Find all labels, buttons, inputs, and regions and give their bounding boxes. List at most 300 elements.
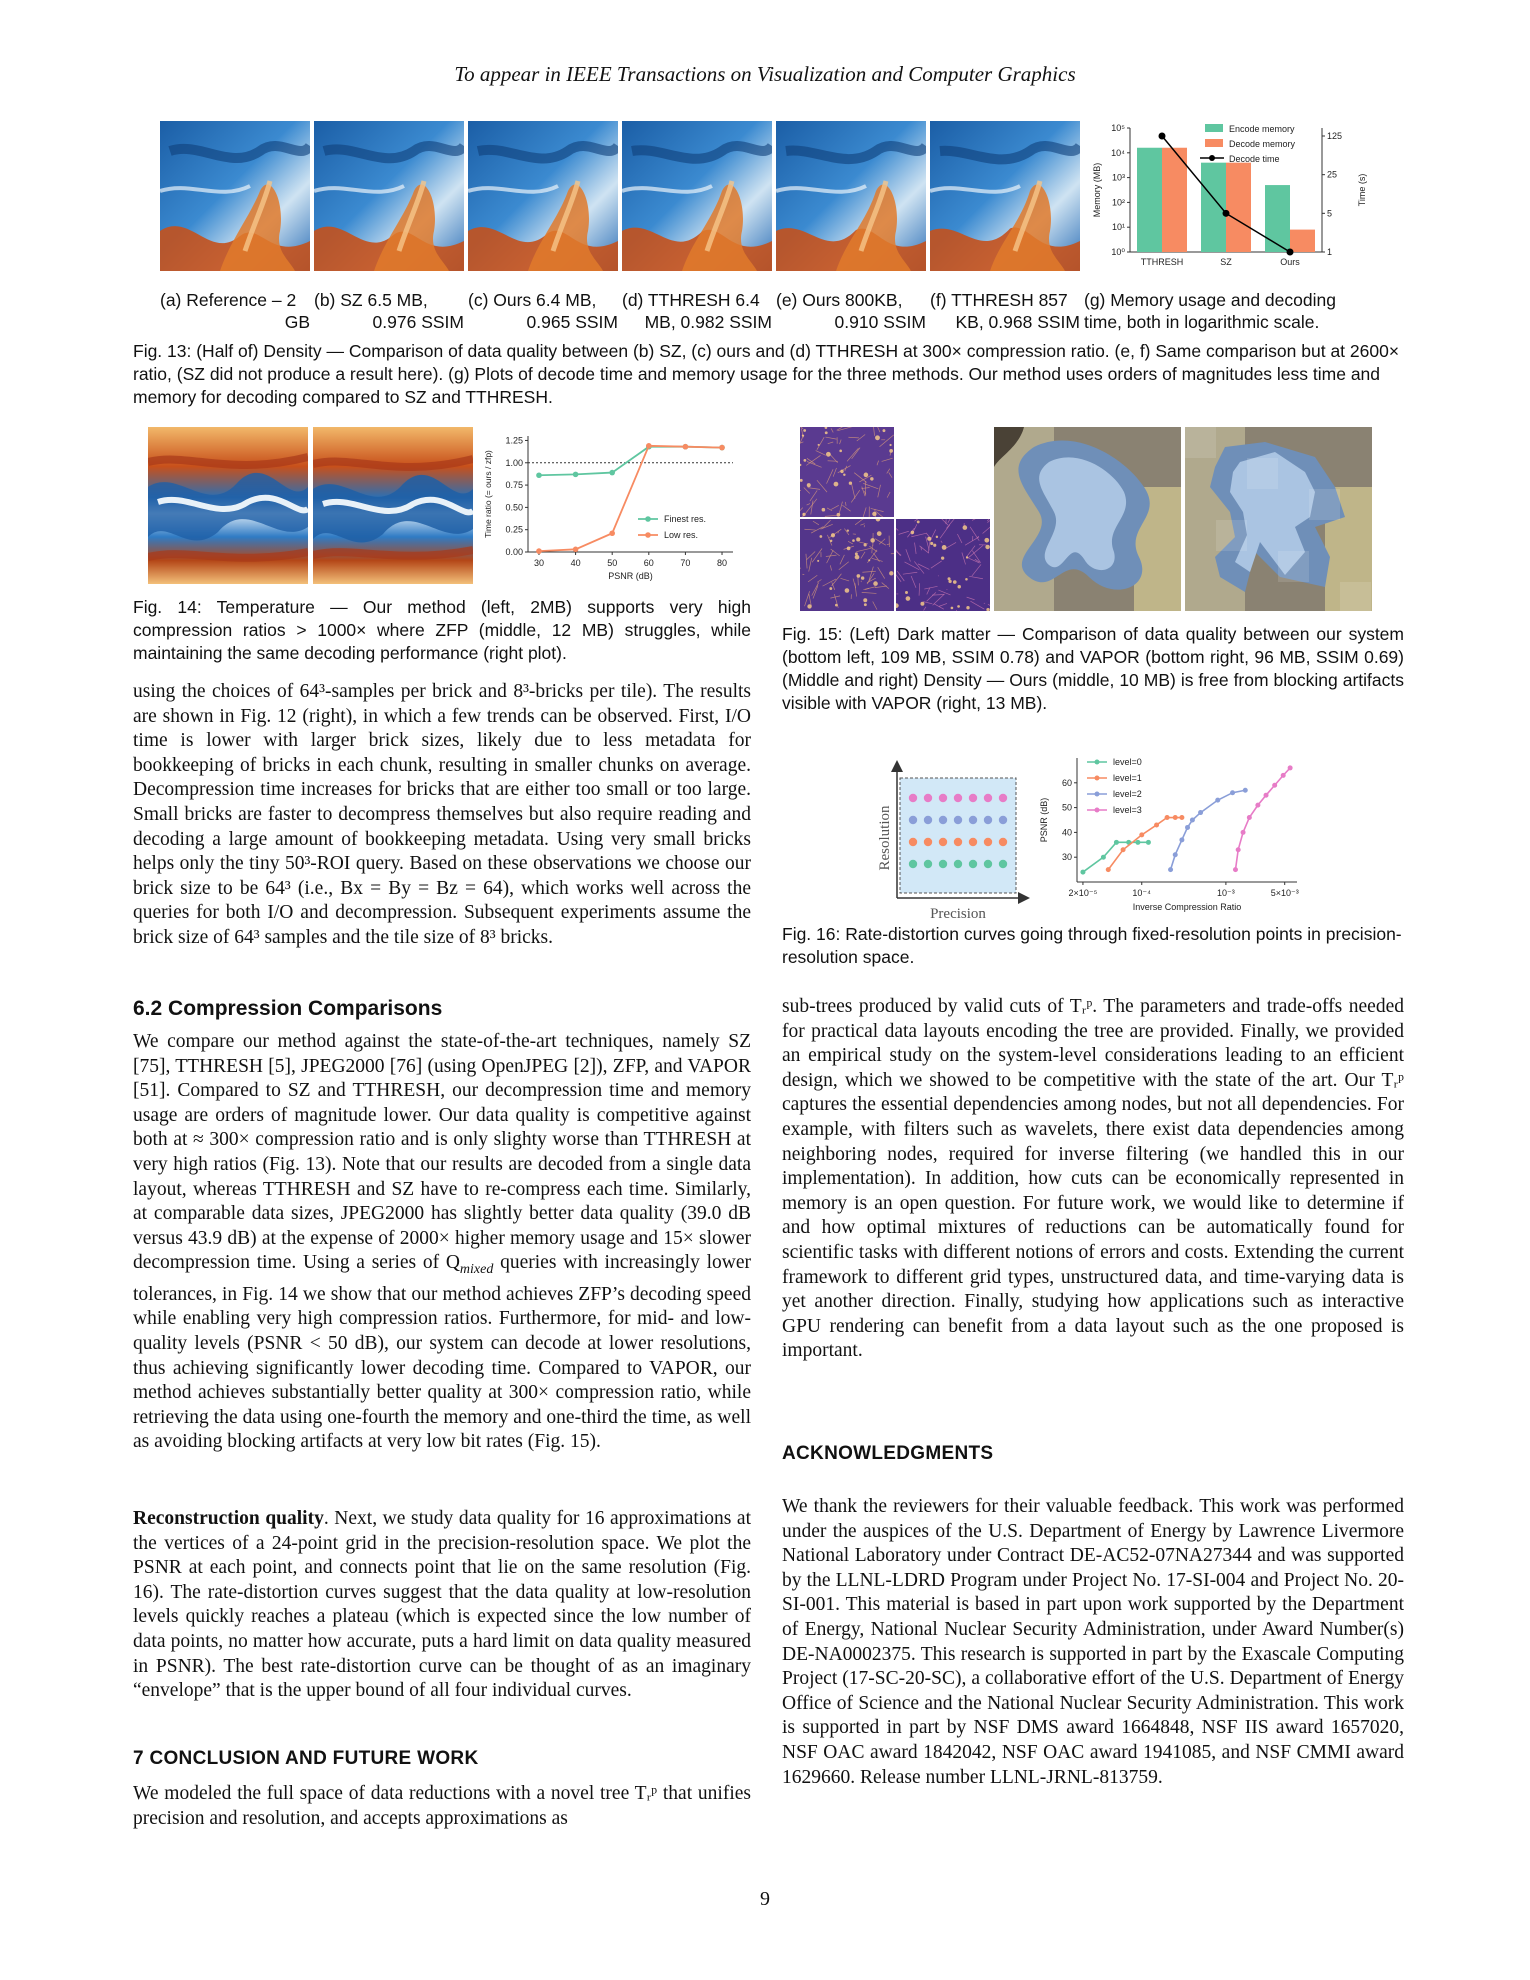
filament xyxy=(833,468,836,477)
legend-marker xyxy=(645,532,651,538)
filament xyxy=(808,488,820,490)
fig13-subcaption-line: KB, 0.968 SSIM xyxy=(955,312,1080,332)
halo xyxy=(911,531,915,535)
halo xyxy=(941,557,944,560)
bar xyxy=(1226,163,1251,252)
grid-point xyxy=(954,838,962,846)
reconstruction-quality-paragraph xyxy=(133,1507,751,1704)
data-point xyxy=(1101,855,1106,860)
fig13-subcaption xyxy=(1084,289,1414,333)
legend-label: Encode memory xyxy=(1229,124,1295,134)
data-point xyxy=(719,445,725,451)
halo xyxy=(896,603,899,608)
data-point xyxy=(573,547,579,553)
legend-label: Finest res. xyxy=(664,514,707,524)
halo xyxy=(864,603,867,606)
filament xyxy=(896,544,901,555)
halo xyxy=(852,539,855,542)
filament xyxy=(838,466,851,473)
filament xyxy=(805,591,810,606)
filament xyxy=(972,551,980,563)
filament xyxy=(928,539,930,553)
filament xyxy=(911,533,926,536)
filament xyxy=(842,505,850,511)
reconstruction-quality-text: . Next, we study data quality for 16 approximations at the vertices of a 24-point grid in the precision-resolution space. We plot the PSNR at each point, and connects point that lie on the same resolution (Fig. 16). The rate-distortion curves suggest that the data quality at low-resolution levels quickly reaches a plateau (which is expected since the low number of data points, no matter how accurate, puts a hard limit on data quality measured in PSNR). The best rate-distortion curve can be thought of as an imaginary “envelope” that is the upper bound of all four individual curves. xyxy=(133,1508,751,1702)
grid-point xyxy=(999,838,1007,846)
filament xyxy=(830,565,831,570)
halo xyxy=(870,477,873,480)
legend-swatch xyxy=(1205,139,1223,147)
halo xyxy=(817,560,819,562)
filament xyxy=(800,566,801,568)
filament xyxy=(848,541,853,544)
fig13-subcaption xyxy=(314,289,464,333)
fig15-density-ours xyxy=(994,427,1181,611)
filament xyxy=(861,552,865,559)
fig15-dark-matter-ours xyxy=(800,519,894,611)
y-tick-label: 30 xyxy=(1061,852,1072,863)
halo xyxy=(803,429,806,432)
fig16-caption: Fig. 16: Rate-distortion curves going through fixed-resolution points in precision-resolution space. xyxy=(782,924,1402,967)
filament xyxy=(840,578,849,581)
bar xyxy=(1265,185,1290,252)
halo xyxy=(875,435,880,440)
filament xyxy=(817,579,821,582)
filament xyxy=(941,519,948,525)
legend-marker xyxy=(1209,155,1215,161)
legend-label: Decode time xyxy=(1229,154,1280,164)
grid-point xyxy=(984,860,992,868)
halo xyxy=(863,598,867,602)
filament xyxy=(862,592,877,593)
filament xyxy=(828,442,833,444)
halo xyxy=(933,544,936,547)
y2-tick-label: 5 xyxy=(1327,208,1333,219)
grid-point xyxy=(984,816,992,824)
data-point xyxy=(1233,867,1238,872)
data-point xyxy=(1190,818,1195,823)
y2-tick-label: 25 xyxy=(1327,169,1338,180)
data-point xyxy=(1165,815,1170,820)
data-point xyxy=(1230,790,1235,795)
filament xyxy=(831,428,833,432)
data-point xyxy=(1114,840,1119,845)
series-line xyxy=(1108,818,1182,870)
filament xyxy=(934,604,944,609)
halo xyxy=(930,542,933,545)
halo xyxy=(835,604,838,607)
fig13-subcaption-line: (e) Ours 800KB, xyxy=(776,290,903,310)
halo xyxy=(807,604,811,608)
fig14-caption: Fig. 14: Temperature — Our method (left, 2MB) supports very high compression ratios > 1000× where ZFP (middle, 12 MB) struggles, while maintaining the same decoding performance (right plot). xyxy=(133,597,751,663)
filament xyxy=(918,564,929,570)
halo xyxy=(963,525,968,530)
grid-point xyxy=(924,816,932,824)
fig15-dark-matter-vapor xyxy=(896,519,990,611)
x-tick-label: 10⁻³ xyxy=(1217,888,1235,898)
x-tick-label: 50 xyxy=(607,558,618,568)
bar xyxy=(1137,148,1162,252)
halo xyxy=(920,602,924,606)
fig13-subcaption-line: 0.965 SSIM xyxy=(526,312,618,332)
fig13-subcaption-line: 0.910 SSIM xyxy=(834,312,926,332)
halo xyxy=(825,427,828,429)
y-tick-label: 10⁵ xyxy=(1111,123,1125,133)
grid-point xyxy=(969,838,977,846)
fig13-subcaption xyxy=(468,289,618,333)
grid-point xyxy=(924,794,932,802)
fig13-caption: Fig. 13: (Half of) Density — Comparison of data quality between (b) SZ, (c) ours and (d) TTHRESH at 300× compression ratio. (e, f) Same comparison but at 2600× ratio, (SZ did not produce a result here). (g) Plots of decode time and memory usage for the three methods. Our method uses orders of magnitudes less time and memory for decoding compared to SZ and TTHRESH. xyxy=(133,341,1400,407)
filament xyxy=(903,572,917,574)
filament xyxy=(965,537,979,545)
filament xyxy=(923,602,932,604)
grid-point xyxy=(969,794,977,802)
fig15-dark-matter-reference xyxy=(800,427,894,517)
precision-arrowhead xyxy=(1018,892,1030,904)
fig15-caption: Fig. 15: (Left) Dark matter — Comparison of data quality between our system (bottom left, 109 MB, SSIM 0.78) and VAPOR (bottom right, 96 MB, SSIM 0.69) (Middle and right) Density — Ours (middle, 10 MB) is free from blocking artifacts visible with VAPOR (right, 13 MB). xyxy=(782,624,1404,713)
acknowledgments-text: We thank the reviewers for their valuable feedback. This work was performed under the auspices of the U.S. Department of Energy by Lawrence Livermore National Laboratory under Contract DE-AC52-07NA27344 and was supported by the LLNL-LDRD Program under Project No. 17-SI-004 and Project No. 20-SI-001. This material is based in part upon work supported by the Department of Energy, National Nuclear Security Administration, under Award Number(s) DE-NA0002375. This research is supported in part by the Exascale Computing Project (17-SC-20-SC), a collaborative effort of the U.S. Department of Energy Office of Science and the National Nuclear Security Administration. This work is supported in part by NSF DMS award 1664848, NSF IIS award 1657020, NSF OAC award 1842042, NSF OAC award 1941085, and NSF CMMI award 1629660. Release number LLNL-JRNL-813759. xyxy=(782,1496,1404,1788)
grid-point xyxy=(909,816,917,824)
halo xyxy=(906,596,911,601)
section-6-2-paragraph-1 xyxy=(133,1030,751,1455)
fig13-subcaption-line: (g) Memory usage and decoding xyxy=(1084,290,1336,310)
data-point xyxy=(536,548,542,554)
filament xyxy=(804,488,810,494)
filament xyxy=(955,610,957,611)
filament xyxy=(812,549,822,563)
fig14-zfp-image xyxy=(313,427,473,584)
filament xyxy=(911,576,916,588)
fig13-subcaption xyxy=(776,289,926,333)
halo xyxy=(889,444,891,446)
halo xyxy=(936,536,938,538)
filament xyxy=(845,502,846,506)
filament xyxy=(957,534,962,543)
x-tick-label: 30 xyxy=(533,558,544,568)
data-point xyxy=(1080,870,1085,875)
halo xyxy=(802,513,805,516)
filament xyxy=(827,469,834,483)
x-tick-label: 10⁻⁴ xyxy=(1132,888,1152,898)
filament xyxy=(869,567,874,582)
filament xyxy=(887,492,890,498)
halo xyxy=(830,540,832,542)
series-line xyxy=(539,447,722,476)
fig13-reference-image xyxy=(160,121,310,271)
halo xyxy=(822,508,826,512)
fig13-tthresh-image xyxy=(622,121,772,271)
halo xyxy=(839,450,842,453)
halo xyxy=(837,513,841,517)
filament xyxy=(876,427,880,432)
filament xyxy=(877,461,879,466)
page-number: 9 xyxy=(760,1888,770,1910)
halo xyxy=(840,470,843,473)
grid-point xyxy=(939,860,947,868)
data-point xyxy=(1215,798,1220,803)
filament xyxy=(847,448,858,461)
filament xyxy=(862,571,875,572)
halo xyxy=(834,482,839,487)
filament xyxy=(851,490,859,502)
data-point xyxy=(1135,840,1140,845)
data-point xyxy=(1255,803,1260,808)
halo xyxy=(802,434,804,436)
data-point xyxy=(609,470,615,476)
halo xyxy=(942,545,947,550)
running-header: To appear in IEEE Transactions on Visualization and Computer Graphics xyxy=(454,62,1076,86)
halo xyxy=(873,581,878,586)
halo xyxy=(843,474,845,476)
series-line xyxy=(1171,790,1246,869)
y-tick-label: 10³ xyxy=(1111,172,1125,183)
halo xyxy=(826,452,831,457)
section-6-2-heading: 6.2 Compression Comparisons xyxy=(133,997,443,1020)
data-point xyxy=(1154,822,1159,827)
data-point xyxy=(1173,815,1178,820)
y2-tick-label: 125 xyxy=(1327,131,1343,141)
y-tick-label: 0.50 xyxy=(505,502,523,513)
y-axis-label: Time ratio (= ours / zfp) xyxy=(483,450,493,538)
series-line xyxy=(1083,842,1148,872)
halo xyxy=(953,580,957,584)
data-point xyxy=(1168,867,1173,872)
section-6-2-p1-text: We compare our method against the state-of-the-art techniques, namely SZ [75], TTHRESH [5], JPEG2000 [76] (using OpenJPEG [2]), ZFP, and VAPOR [51]. Compared to SZ and TTHRESH, our decompression time and memory usage are orders of magnitude lower. Our data quality is competitive against both at ≈ 300× compression ratio and is only slighty worse than TTHRESH at very high ratios (Fig. 13). Note that our results are decoded from a single data layout, whereas TTHRESH and SZ have to re-compress each time. Similarly, at comparable data sizes, JPEG2000 has slightly better data quality (39.0 dB versus 43.9 dB) at the expense of 2000× higher memory usage and 15× slower decompression time. Using a series of Q xyxy=(133,1031,751,1274)
halo xyxy=(847,547,851,551)
filament xyxy=(940,525,950,539)
legend-marker xyxy=(645,516,651,522)
data-point xyxy=(1179,815,1184,820)
filament xyxy=(825,515,837,516)
fig13-subcaption xyxy=(160,289,310,333)
legend-label: level=1 xyxy=(1113,773,1142,783)
filament xyxy=(873,427,875,436)
filament xyxy=(856,548,871,552)
legend-marker xyxy=(1095,776,1100,781)
data-point xyxy=(1236,847,1241,852)
y-tick-label: 10⁰ xyxy=(1111,247,1125,257)
halo xyxy=(803,459,806,462)
filament xyxy=(859,542,868,544)
fig13-subcaption-line: (b) SZ 6.5 MB, xyxy=(314,290,428,310)
grid-point xyxy=(954,794,962,802)
data-point xyxy=(1272,783,1277,788)
filament xyxy=(896,523,898,531)
halo xyxy=(986,608,989,611)
halo xyxy=(829,587,832,590)
filament xyxy=(905,562,920,570)
y2-tick-label: 1 xyxy=(1327,247,1333,257)
halo xyxy=(876,519,881,521)
filament xyxy=(970,601,984,609)
right-column-conclusion-paragraph: sub-trees produced by valid cuts of Tᵣᵖ. The parameters and trade-offs needed for practical data layouts encoding the tree are provided. Finally, we provided an empirical study on the system-level considerations leading to an efficient design, which we showed to be competitive with the state of the art. Our Tᵣᵖ captures the essential dependencies among nodes, but not all dependencies. For example, with filters such as wavelets, there exist data dependencies among neighboring nodes, required for inverse filtering (we handled this in our implementation). In addition, how cuts can be economically represented in memory is an open question. For future work, we would like to determine if and how optimal mixtures of reductions can be automatically found for scientific tasks with different notions of errors and costs. Extending the current framework to different grid types, unstructured data, and time-varying data is yet another direction. Finally, studying how applications such as interactive GPU rendering can benefit from a data layout such as the one proposed is important. xyxy=(782,996,1404,1362)
filament xyxy=(882,583,889,589)
filament xyxy=(826,555,837,556)
legend-label: Low res. xyxy=(664,530,699,540)
halo xyxy=(807,483,811,487)
grid-point xyxy=(909,794,917,802)
filament xyxy=(839,502,842,514)
fig13-tthresh-high-ratio-image xyxy=(930,121,1080,271)
halo xyxy=(951,607,954,610)
section-6-2-p1b-text: queries with increasingly lower tolerances, in Fig. 14 we show that our method achieves ZFP’s decoding speed while enabling very high compression ratios. Furthermore, for mid- and low-quality levels (PSNR < 50 dB), our system can decode at lower resolutions, thus achieving significantly lower decoding time. Compared to VAPOR, our method achieves substantially better quality at 300× compression ratio, while retrieving the data using one-fourth the memory and one-third the time, as well as avoiding blocking artifacts at very low bit rates (Fig. 15). xyxy=(133,1252,751,1453)
grid-point xyxy=(924,838,932,846)
grid-point xyxy=(984,838,992,846)
grid-point xyxy=(909,860,917,868)
filament xyxy=(967,597,975,600)
fig13-subcaption-line: (c) Ours 6.4 MB, xyxy=(468,290,597,310)
grid-point xyxy=(954,860,962,868)
legend-label: level=2 xyxy=(1113,789,1142,799)
filament xyxy=(816,451,826,456)
x-tick-label: 60 xyxy=(643,558,654,568)
y-tick-label: 10¹ xyxy=(1111,222,1125,233)
fig13-ours-image xyxy=(468,121,618,271)
halo xyxy=(864,543,867,546)
halo xyxy=(855,555,860,560)
y-tick-label: 50 xyxy=(1061,802,1072,813)
filament xyxy=(972,564,981,575)
q-mixed-subscript: mixed xyxy=(459,1262,494,1278)
halo xyxy=(905,591,908,594)
y-tick-label: 40 xyxy=(1061,827,1072,838)
filament xyxy=(809,558,812,572)
data-point xyxy=(1241,830,1246,835)
filament xyxy=(970,527,979,541)
section-7-heading: 7 CONCLUSION AND FUTURE WORK xyxy=(133,1748,479,1769)
filament xyxy=(899,531,909,534)
halo xyxy=(985,545,990,550)
halo xyxy=(831,533,835,537)
resolution-arrowhead xyxy=(891,760,903,772)
filament xyxy=(811,501,813,515)
fig13-sz-image xyxy=(314,121,464,271)
filament xyxy=(807,552,815,560)
fig16-precision-resolution-diagram xyxy=(875,758,1030,923)
filament xyxy=(817,480,827,492)
resolution-axis-label: Resolution xyxy=(877,805,893,871)
grid-point xyxy=(924,860,932,868)
section-7-paragraph: We modeled the full space of data reductions with a novel tree Tᵣᵖ that unifies precision and resolution, and accepts approximations as xyxy=(133,1783,751,1829)
filament xyxy=(852,484,855,498)
y-tick-label: 1.00 xyxy=(505,457,523,468)
data-point xyxy=(1179,837,1184,842)
fig15-density-vapor xyxy=(1185,427,1372,611)
halo xyxy=(927,537,931,541)
halo xyxy=(825,431,828,434)
filament xyxy=(941,541,942,543)
data-point xyxy=(1247,815,1252,820)
halo xyxy=(868,559,870,561)
fig13-subcaption-line: 0.976 SSIM xyxy=(372,312,464,332)
y-tick-label: 60 xyxy=(1061,777,1072,788)
data-point xyxy=(536,472,542,478)
grid-point xyxy=(939,838,947,846)
filament xyxy=(878,567,885,578)
y-tick-label: 10⁴ xyxy=(1111,147,1125,158)
grid-point xyxy=(999,794,1007,802)
fig13-subcaption-line: time, both in logarithmic scale. xyxy=(1084,312,1320,332)
data-point xyxy=(683,444,689,450)
halo xyxy=(800,479,803,482)
grid-point xyxy=(909,838,917,846)
filament xyxy=(919,583,920,595)
y-tick-label: 0.00 xyxy=(505,547,523,557)
fig14-time-ratio-chart xyxy=(478,424,738,584)
filament xyxy=(817,437,824,449)
data-point xyxy=(1243,788,1248,793)
filament xyxy=(924,607,926,611)
x-tick-label: 5×10⁻³ xyxy=(1270,888,1299,898)
precision-axis-label: Precision xyxy=(930,906,986,922)
data-point xyxy=(1173,852,1178,857)
bar xyxy=(1162,148,1187,252)
x-tick-label: 40 xyxy=(570,558,581,568)
filament xyxy=(840,440,842,444)
fig16-rate-distortion-chart xyxy=(1035,750,1305,920)
fig13-subcaption-line: (f) TTHRESH 857 xyxy=(930,290,1068,310)
bar xyxy=(1201,163,1226,252)
filament xyxy=(927,592,936,601)
filament xyxy=(804,529,815,530)
x-tick-label: 80 xyxy=(717,558,728,568)
halo xyxy=(857,574,861,578)
filament xyxy=(875,586,887,588)
filament xyxy=(832,574,842,586)
grid-point xyxy=(999,860,1007,868)
filament xyxy=(939,603,947,606)
fig13-memory-time-chart xyxy=(1090,118,1375,278)
y2-axis-label: Time (s) xyxy=(1357,173,1367,207)
x-axis-label: PSNR (dB) xyxy=(608,571,653,581)
filament xyxy=(800,435,803,446)
legend-swatch xyxy=(1205,124,1223,132)
filament xyxy=(831,505,839,509)
halo xyxy=(872,512,876,516)
filament xyxy=(829,529,841,538)
halo xyxy=(917,520,920,523)
filament xyxy=(825,437,836,439)
x-tick-label: Ours xyxy=(1280,257,1300,267)
halo xyxy=(856,537,860,541)
grid-point xyxy=(984,794,992,802)
filament xyxy=(878,485,881,498)
filament xyxy=(807,461,822,467)
halo xyxy=(958,585,961,588)
reconstruction-quality-lead: Reconstruction quality xyxy=(133,1508,324,1529)
filament xyxy=(906,549,911,561)
fig13-subcaption-line: (d) TTHRESH 6.4 xyxy=(622,290,760,310)
x-tick-label: SZ xyxy=(1220,257,1232,267)
halo xyxy=(845,588,850,593)
filament xyxy=(840,555,844,564)
fig14-ours-image xyxy=(148,427,308,584)
filament xyxy=(931,561,942,568)
filament xyxy=(933,594,945,605)
fig13-subcaption-line: GB xyxy=(284,312,310,332)
halo xyxy=(965,578,968,581)
filament xyxy=(807,504,810,506)
halo xyxy=(948,577,951,580)
filament xyxy=(962,552,966,564)
legend-marker xyxy=(1095,808,1100,813)
filament xyxy=(806,554,807,569)
halo xyxy=(819,535,822,538)
halo xyxy=(966,606,969,609)
halo xyxy=(861,576,864,579)
series-line xyxy=(1235,768,1290,870)
halo xyxy=(882,429,885,432)
